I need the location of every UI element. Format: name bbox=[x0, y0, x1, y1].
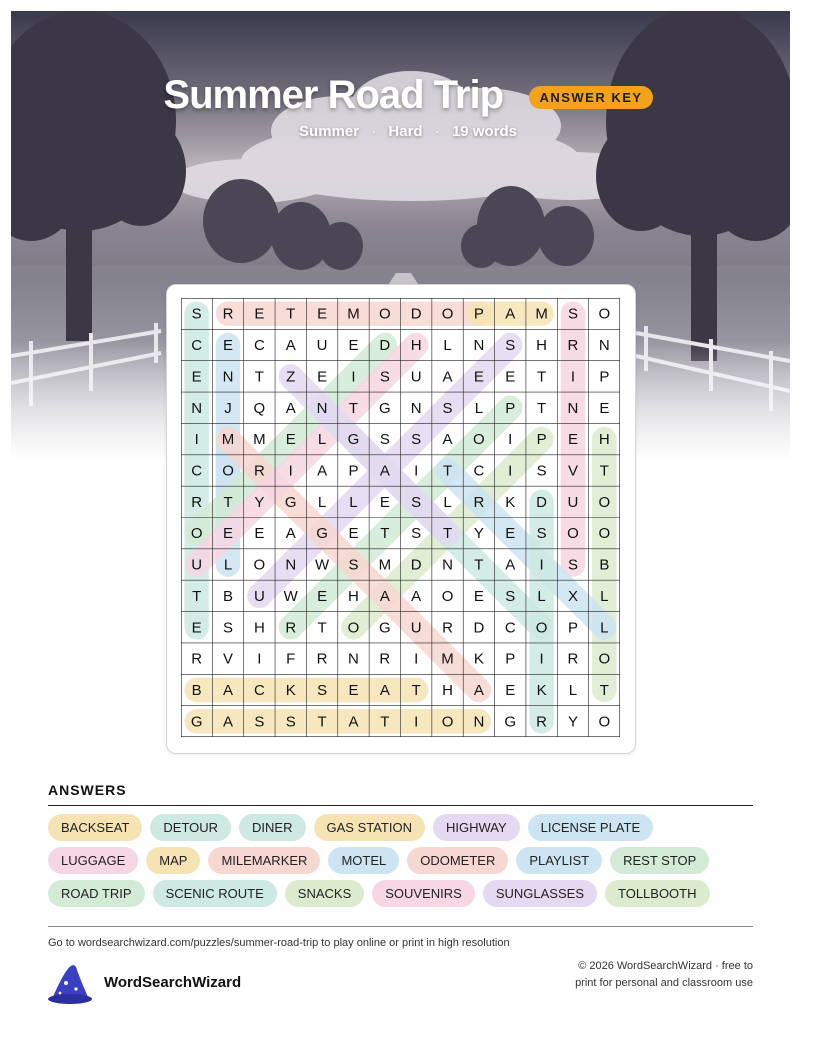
grid-letter[interactable]: A bbox=[379, 587, 390, 605]
grid-letter[interactable]: K bbox=[473, 650, 484, 668]
grid-letter[interactable]: E bbox=[191, 368, 202, 386]
grid-letter[interactable]: A bbox=[285, 337, 296, 355]
grid-letter[interactable]: T bbox=[380, 713, 390, 731]
grid-letter[interactable]: S bbox=[379, 431, 390, 449]
grid-letter[interactable]: I bbox=[351, 368, 356, 386]
footer-link[interactable]: Go to wordsearchwizard.com/puzzles/summer-road-trip to play online or print in high resolution bbox=[48, 937, 510, 949]
grid-letter[interactable]: P bbox=[348, 462, 359, 480]
separator: · bbox=[371, 123, 377, 140]
grid-letter[interactable]: E bbox=[348, 337, 359, 355]
answer-row bbox=[48, 814, 753, 847]
word-search-grid[interactable] bbox=[181, 298, 620, 737]
word-pill: ROAD TRIP bbox=[48, 880, 145, 907]
grid-letter[interactable]: O bbox=[535, 619, 548, 637]
word-pill: SNACKS bbox=[285, 880, 364, 907]
grid-letter[interactable]: P bbox=[505, 650, 516, 668]
answer-row bbox=[48, 847, 753, 880]
grid-letter[interactable]: F bbox=[286, 650, 296, 668]
grid-letter[interactable]: S bbox=[254, 713, 265, 731]
grid-letter[interactable]: R bbox=[567, 650, 579, 668]
grid-letter[interactable]: A bbox=[473, 681, 484, 699]
grid-letter[interactable]: G bbox=[316, 525, 328, 543]
grid-letter[interactable]: O bbox=[567, 525, 579, 543]
grid-letter[interactable]: I bbox=[414, 462, 419, 480]
grid-letter[interactable]: E bbox=[223, 525, 234, 543]
grid-letter[interactable]: G bbox=[190, 713, 203, 731]
grid-letter[interactable]: N bbox=[348, 650, 359, 668]
grid-letter[interactable]: L bbox=[223, 556, 233, 574]
grid-letter[interactable]: W bbox=[283, 587, 298, 605]
grid-letter[interactable]: C bbox=[253, 337, 265, 355]
word-pill: LUGGAGE bbox=[48, 847, 138, 874]
grid-letter[interactable]: K bbox=[536, 681, 547, 699]
grid-letter[interactable]: O bbox=[598, 493, 611, 511]
grid-letter[interactable]: S bbox=[411, 493, 422, 511]
grid-letter[interactable]: A bbox=[505, 305, 516, 323]
grid-letter[interactable]: G bbox=[504, 713, 517, 731]
grid-letter[interactable]: A bbox=[317, 462, 328, 480]
word-pill: GAS STATION bbox=[314, 814, 425, 841]
grid-letter[interactable]: L bbox=[600, 619, 609, 637]
grid-letter[interactable]: A bbox=[411, 587, 422, 605]
grid-letter[interactable]: G bbox=[378, 619, 391, 637]
grid-letter[interactable]: E bbox=[285, 431, 296, 449]
answer-key-badge: ANSWER KEY bbox=[529, 86, 652, 109]
grid-letter[interactable]: K bbox=[505, 493, 516, 511]
grid-letter[interactable]: I bbox=[570, 368, 576, 386]
grid-letter[interactable]: I bbox=[288, 462, 293, 480]
grid-letter[interactable]: T bbox=[537, 399, 547, 417]
grid-letter[interactable]: N bbox=[222, 368, 234, 386]
grid-letter[interactable]: Y bbox=[254, 493, 265, 511]
grid-letter[interactable]: L bbox=[474, 399, 484, 417]
grid-letter[interactable]: L bbox=[443, 337, 452, 355]
grid-letter[interactable]: E bbox=[473, 587, 484, 605]
grid-letter[interactable]: U bbox=[410, 619, 422, 637]
word-pill: SOUVENIRS bbox=[372, 880, 475, 907]
grid-letter[interactable]: T bbox=[317, 713, 327, 731]
word-pill: LICENSE PLATE bbox=[528, 814, 653, 841]
grid-letter[interactable]: E bbox=[254, 305, 265, 323]
grid-letter[interactable]: M bbox=[378, 556, 392, 574]
grid-letter[interactable]: M bbox=[535, 305, 548, 323]
grid-letter[interactable]: L bbox=[568, 681, 578, 699]
grid-letter[interactable]: P bbox=[473, 305, 484, 323]
answers-heading: ANSWERS bbox=[48, 782, 127, 798]
grid-letter[interactable]: E bbox=[505, 525, 516, 543]
grid-letter[interactable]: N bbox=[473, 713, 485, 731]
word-pill: SCENIC ROUTE bbox=[153, 880, 277, 907]
grid-letter[interactable]: V bbox=[223, 650, 234, 668]
grid-letter[interactable]: R bbox=[191, 650, 203, 668]
word-pill: DINER bbox=[239, 814, 305, 841]
grid-letter[interactable]: T bbox=[317, 619, 327, 637]
grid-letter[interactable]: B bbox=[599, 556, 610, 574]
grid-letter[interactable]: S bbox=[442, 399, 453, 417]
copyright: © 2026 WordSearchWizard · free to print for personal and classroom use bbox=[575, 960, 753, 989]
grid-letter[interactable]: H bbox=[253, 619, 265, 637]
grid-letter[interactable]: G bbox=[378, 399, 391, 417]
grid-letter[interactable]: O bbox=[441, 587, 454, 605]
wizard-hat-icon bbox=[46, 963, 94, 1005]
grid-letter[interactable]: G bbox=[284, 493, 297, 511]
grid-letter[interactable]: A bbox=[285, 399, 296, 417]
answer-list bbox=[48, 814, 753, 913]
grid-letter[interactable]: Y bbox=[473, 525, 484, 543]
grid-letter[interactable]: H bbox=[410, 337, 422, 355]
grid-letter[interactable]: R bbox=[379, 650, 391, 668]
grid-letter[interactable]: U bbox=[410, 368, 422, 386]
grid-letter[interactable]: D bbox=[410, 556, 422, 574]
grid-letter[interactable]: T bbox=[537, 368, 547, 386]
grid-letter[interactable]: A bbox=[379, 681, 390, 699]
grid-letter[interactable]: U bbox=[316, 337, 328, 355]
word-count-label: 19 words bbox=[451, 123, 517, 140]
grid-letter[interactable]: S bbox=[536, 462, 547, 480]
word-pill: MOTEL bbox=[328, 847, 399, 874]
grid-letter[interactable]: H bbox=[442, 681, 453, 699]
grid-letter[interactable]: C bbox=[191, 462, 203, 480]
divider bbox=[48, 926, 753, 927]
grid-letter[interactable]: I bbox=[414, 713, 419, 731]
grid-letter[interactable]: K bbox=[285, 681, 296, 699]
grid-letter[interactable]: T bbox=[286, 305, 296, 323]
grid-letter[interactable]: O bbox=[441, 305, 454, 323]
grid-letter[interactable]: S bbox=[223, 619, 234, 637]
grid-letter[interactable]: A bbox=[379, 462, 390, 480]
grid-letter[interactable]: C bbox=[191, 337, 203, 355]
grid-letter[interactable]: U bbox=[253, 587, 265, 605]
grid-letter[interactable]: E bbox=[317, 368, 328, 386]
grid-letter[interactable]: N bbox=[191, 399, 203, 417]
grid-letter[interactable]: A bbox=[442, 431, 453, 449]
grid-letter[interactable]: S bbox=[411, 525, 422, 543]
word-pill: SUNGLASSES bbox=[483, 880, 597, 907]
grid-letter[interactable]: R bbox=[316, 650, 328, 668]
grid-letter[interactable]: P bbox=[536, 431, 547, 449]
grid-letter[interactable]: R bbox=[285, 619, 297, 637]
grid-letter[interactable]: E bbox=[348, 681, 359, 699]
grid-letter[interactable]: R bbox=[222, 305, 234, 323]
grid-letter[interactable]: U bbox=[567, 493, 579, 511]
grid-letter[interactable]: S bbox=[191, 305, 202, 323]
grid-letter[interactable]: T bbox=[348, 399, 359, 417]
word-pill: HIGHWAY bbox=[433, 814, 520, 841]
grid-letter[interactable]: O bbox=[598, 713, 611, 731]
grid-letter[interactable]: E bbox=[505, 681, 516, 699]
grid-letter[interactable]: I bbox=[414, 650, 419, 668]
grid-letter[interactable]: M bbox=[441, 650, 454, 668]
grid-letter[interactable]: C bbox=[504, 619, 516, 637]
grid-letter[interactable]: N bbox=[410, 399, 422, 417]
grid-letter[interactable]: S bbox=[505, 587, 516, 605]
grid-letter[interactable]: A bbox=[348, 713, 359, 731]
grid-letter[interactable]: N bbox=[285, 556, 297, 574]
grid-letter[interactable]: T bbox=[411, 681, 421, 699]
grid-letter[interactable]: N bbox=[442, 556, 453, 574]
grid-letter[interactable]: O bbox=[598, 650, 611, 668]
grid-letter[interactable]: N bbox=[598, 337, 610, 355]
grid-letter[interactable]: I bbox=[194, 431, 199, 449]
grid-letter[interactable]: S bbox=[348, 556, 359, 574]
grid-letter[interactable]: T bbox=[192, 587, 202, 605]
grid-letter[interactable]: O bbox=[598, 525, 611, 543]
puzzle-meta bbox=[0, 123, 816, 140]
brand-name: WordSearchWizard bbox=[104, 974, 242, 991]
word-pill: ODOMETER bbox=[407, 847, 508, 874]
grid-letter[interactable]: S bbox=[536, 525, 547, 543]
grid-letter[interactable]: T bbox=[223, 493, 233, 511]
grid-letter[interactable]: O bbox=[473, 431, 485, 449]
grid-letter[interactable]: A bbox=[223, 681, 234, 699]
grid-letter[interactable]: R bbox=[536, 713, 548, 731]
page-title: Summer Road Trip bbox=[163, 73, 504, 117]
grid-letter[interactable]: T bbox=[254, 368, 264, 386]
grid-letter[interactable]: L bbox=[600, 587, 609, 605]
grid-letter[interactable]: D bbox=[410, 305, 422, 323]
grid-letter[interactable]: I bbox=[539, 650, 544, 668]
grid-letter[interactable]: M bbox=[221, 431, 235, 449]
grid-letter[interactable]: S bbox=[411, 431, 422, 449]
grid-letter[interactable]: O bbox=[190, 525, 203, 543]
grid-letter[interactable]: O bbox=[598, 305, 611, 323]
grid-letter[interactable]: Z bbox=[286, 368, 296, 386]
grid-letter[interactable]: B bbox=[223, 587, 234, 605]
grid-letter[interactable]: T bbox=[599, 681, 609, 699]
grid-letter[interactable]: N bbox=[316, 399, 328, 417]
grid-letter[interactable]: M bbox=[347, 305, 360, 323]
grid-letter[interactable]: I bbox=[508, 431, 513, 449]
grid-letter[interactable]: U bbox=[191, 556, 203, 574]
grid-letter[interactable]: T bbox=[474, 556, 484, 574]
word-pill: TOLLBOOTH bbox=[605, 880, 710, 907]
word-pill: MAP bbox=[146, 847, 200, 874]
grid-letter[interactable]: W bbox=[315, 556, 330, 574]
grid-letter[interactable]: R bbox=[473, 493, 485, 511]
grid-letter[interactable]: L bbox=[537, 587, 546, 605]
grid-letter[interactable]: S bbox=[285, 713, 296, 731]
grid-letter[interactable]: E bbox=[379, 493, 390, 511]
difficulty-label: Hard bbox=[388, 123, 423, 140]
grid-letter[interactable]: E bbox=[317, 305, 328, 323]
grid-letter[interactable]: T bbox=[380, 525, 390, 543]
grid-letter[interactable]: E bbox=[348, 525, 359, 543]
grid-letter[interactable]: T bbox=[442, 525, 453, 543]
grid-letter[interactable]: D bbox=[536, 493, 548, 511]
grid-letter[interactable]: R bbox=[567, 337, 579, 355]
grid-letter[interactable]: O bbox=[347, 619, 360, 637]
grid-letter[interactable]: O bbox=[378, 305, 391, 323]
grid-letter[interactable]: T bbox=[442, 462, 453, 480]
grid-letter[interactable]: X bbox=[567, 587, 578, 605]
grid-letter[interactable]: L bbox=[317, 493, 327, 511]
grid-letter[interactable]: C bbox=[253, 681, 265, 699]
grid-letter[interactable]: I bbox=[257, 650, 262, 668]
grid-letter[interactable]: V bbox=[567, 462, 578, 480]
grid-letter[interactable]: O bbox=[441, 713, 454, 731]
grid-letter[interactable]: S bbox=[317, 681, 328, 699]
grid-letter[interactable]: E bbox=[567, 431, 578, 449]
grid-letter[interactable]: M bbox=[253, 431, 266, 449]
grid-letter[interactable]: Y bbox=[567, 713, 578, 731]
word-pill: DETOUR bbox=[150, 814, 231, 841]
grid-letter[interactable]: H bbox=[598, 431, 610, 449]
grid-letter[interactable]: R bbox=[253, 462, 265, 480]
grid-letter[interactable]: P bbox=[567, 619, 578, 637]
grid-letter[interactable]: P bbox=[505, 399, 516, 417]
word-pill: MILEMARKER bbox=[208, 847, 320, 874]
grid-letter[interactable]: E bbox=[505, 368, 516, 386]
grid-letter[interactable]: J bbox=[224, 399, 232, 417]
grid-letter[interactable]: A bbox=[285, 525, 296, 543]
grid-letter[interactable]: L bbox=[317, 431, 327, 449]
grid-letter[interactable]: E bbox=[473, 368, 484, 386]
word-pill: REST STOP bbox=[610, 847, 709, 874]
grid-letter[interactable]: O bbox=[253, 556, 266, 574]
grid-letter[interactable]: E bbox=[317, 587, 328, 605]
grid-letter[interactable]: N bbox=[567, 399, 579, 417]
grid-letter[interactable]: A bbox=[505, 556, 516, 574]
grid-letter[interactable]: D bbox=[473, 619, 485, 637]
grid-letter[interactable]: S bbox=[379, 368, 390, 386]
grid-letter[interactable]: G bbox=[347, 431, 360, 449]
grid-letter[interactable]: R bbox=[191, 493, 203, 511]
word-pill: BACKSEAT bbox=[48, 814, 142, 841]
grid-letter[interactable]: S bbox=[505, 337, 516, 355]
grid-letter[interactable]: E bbox=[254, 525, 265, 543]
grid-letter[interactable]: I bbox=[539, 556, 544, 574]
grid-letter[interactable]: S bbox=[567, 305, 578, 323]
category-label: Summer bbox=[299, 123, 360, 140]
grid-letter[interactable]: L bbox=[443, 493, 452, 511]
grid-letter[interactable]: P bbox=[599, 368, 610, 386]
grid-letter[interactable]: D bbox=[379, 337, 391, 355]
grid-letter[interactable]: A bbox=[223, 713, 234, 731]
grid-letter[interactable]: H bbox=[536, 337, 548, 355]
grid-letter[interactable]: L bbox=[349, 493, 358, 511]
grid-letter[interactable]: E bbox=[223, 337, 234, 355]
grid-letter[interactable]: B bbox=[191, 681, 202, 699]
separator: · bbox=[434, 123, 440, 140]
grid-letter[interactable]: A bbox=[442, 368, 453, 386]
grid-letter[interactable]: I bbox=[508, 462, 513, 480]
grid-letter[interactable]: O bbox=[222, 462, 234, 480]
grid-letter[interactable]: N bbox=[473, 337, 485, 355]
grid-letter[interactable]: R bbox=[442, 619, 453, 637]
grid-letter[interactable]: T bbox=[599, 462, 609, 480]
divider bbox=[48, 805, 753, 806]
grid-letter[interactable]: Q bbox=[253, 399, 266, 417]
grid-letter[interactable]: C bbox=[473, 462, 485, 480]
grid-letter[interactable]: E bbox=[191, 619, 202, 637]
answer-row bbox=[48, 880, 753, 913]
grid-letter[interactable]: E bbox=[599, 399, 610, 417]
grid-letter[interactable]: S bbox=[567, 556, 578, 574]
word-pill: PLAYLIST bbox=[516, 847, 602, 874]
grid-letter[interactable]: H bbox=[348, 587, 359, 605]
